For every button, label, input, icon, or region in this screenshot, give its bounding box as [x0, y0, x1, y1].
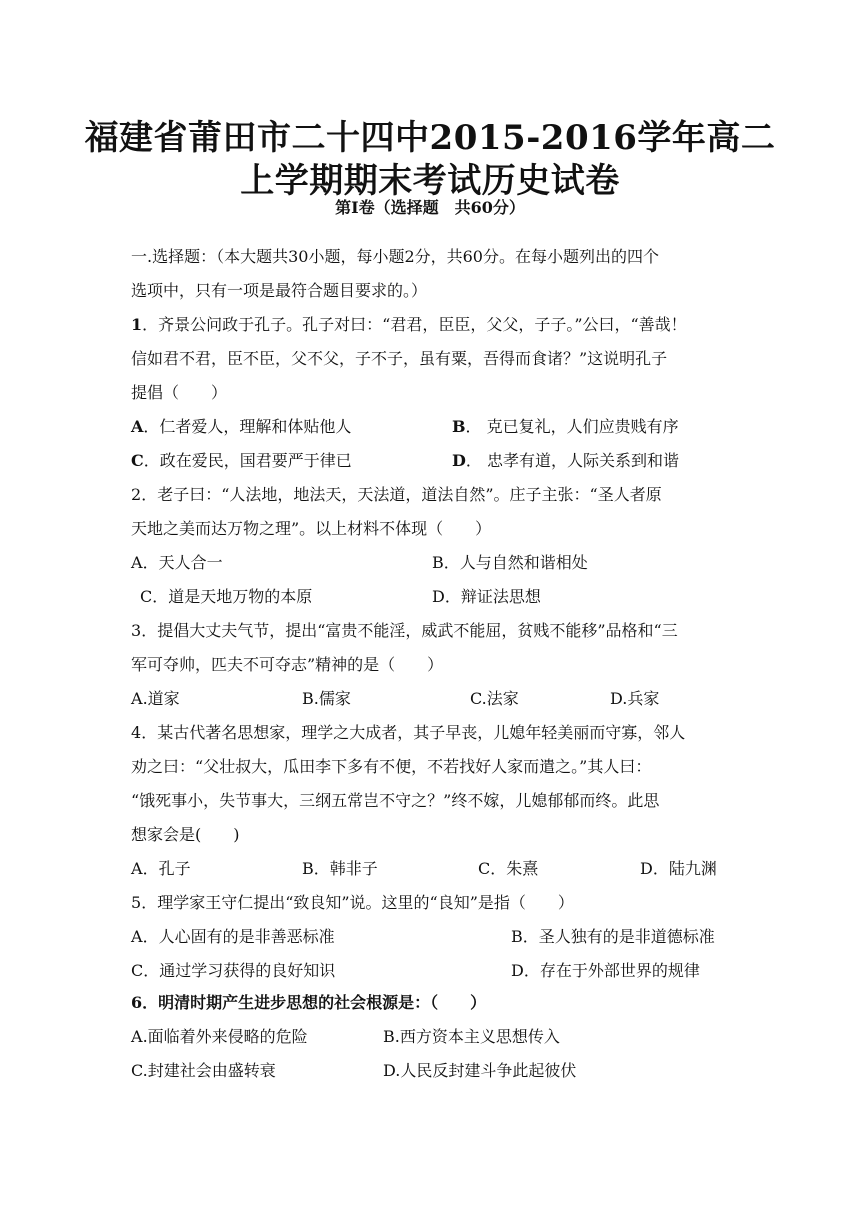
exam-title-line2: 上学期期末考试历史试卷 [240, 161, 620, 201]
question-1-option-d: D． 忠孝有道，人际关系到和谐 [452, 451, 679, 470]
question-6-option-b: B.西方资本主义思想传入 [383, 1027, 560, 1046]
section-instructions-line2: 选项中，只有一项是最符合题目要求的。） [131, 281, 428, 300]
question-5-option-b: B．圣人独有的是非道德标准 [511, 927, 715, 946]
question-4-option-a: A．孔子 [131, 859, 191, 878]
question-2-line2: 天地之美而达万物之理”。以上材料不体现（ ） [131, 519, 492, 538]
section-subtitle: 第Ⅰ卷（选择题 共60分） [335, 198, 525, 217]
question-number: 3 [131, 621, 142, 640]
question-1-option-b: B． 克已复礼，人们应贵贱有序 [452, 417, 679, 436]
question-5-line1: 5．理学家王守仁提出“致良知”说。这里的“良知”是指（ ） [131, 893, 574, 912]
question-5-option-a: A．人心固有的是非善恶标准 [131, 927, 335, 946]
question-4-option-b: B．韩非子 [302, 859, 378, 878]
exam-title-line1: 福建省莆田市二十四中2015-2016学年高二 [84, 118, 776, 158]
question-4-line3: “饿死事小，失节事大，三纲五常岂不守之？”终不嫁，儿媳郁郁而终。此思 [131, 791, 660, 810]
question-4-option-c: C．朱熹 [478, 859, 539, 878]
question-4-line2: 劝之曰：“父壮叔大，瓜田李下多有不便，不若找好人家而遣之。”其人曰： [131, 757, 652, 776]
question-1-line2: 信如君不君，臣不臣，父不父，子不子，虽有粟，吾得而食诸？”这说明孔子 [131, 349, 668, 368]
question-1-option-c: C．政在爱民，国君要严于律已 [131, 451, 352, 470]
question-3-option-b: B.儒家 [302, 689, 351, 708]
question-2-line1: 2．老子曰：“人法地，地法天，天法道，道法自然”。庄子主张：“圣人者原 [131, 485, 662, 504]
question-3-line1: 3．提倡大丈夫气节，提出“富贵不能淫，威武不能屈，贫贱不能移”品格和“三 [131, 621, 678, 640]
section-instructions-line1: 一.选择题：（本大题共30小题，每小题2分，共60分。在每小题列出的四个 [131, 247, 659, 266]
question-number: 4 [131, 723, 142, 742]
question-5-option-d: D．存在于外部世界的规律 [511, 961, 700, 980]
question-5-option-c: C．通过学习获得的良好知识 [131, 961, 336, 980]
question-3-option-c: C.法家 [470, 689, 519, 708]
question-6-option-a: A.面临着外来侵略的危险 [131, 1027, 308, 1046]
question-3-option-a: A.道家 [131, 689, 180, 708]
question-3-option-d: D.兵家 [610, 689, 660, 708]
question-1-line3: 提倡（ ） [131, 383, 228, 402]
question-4-option-d: D．陆九渊 [640, 859, 717, 878]
question-2-option-c: C．道是天地万物的本原 [140, 587, 313, 606]
question-6-option-c: C.封建社会由盛转衰 [131, 1061, 276, 1080]
question-1-option-a: A．仁者爱人，理解和体贴他人 [131, 417, 352, 436]
question-4-line1: 4．某古代著名思想家，理学之大成者，其子早丧，儿媳年轻美丽而守寡，邻人 [131, 723, 686, 742]
question-2-option-d: D．辩证法思想 [432, 587, 541, 606]
question-3-line2: 军可夺帅，匹夫不可夺志”精神的是（ ） [131, 655, 444, 674]
question-6-option-d: D.人民反封建斗争此起彼伏 [383, 1061, 577, 1080]
question-number: 6 [131, 993, 143, 1012]
question-2-option-a: A．天人合一 [131, 553, 223, 572]
question-4-line4: 想家会是( ) [131, 825, 240, 844]
question-number: 2 [131, 485, 142, 504]
question-number: 5 [131, 893, 142, 912]
question-2-option-b: B．人与自然和谐相处 [432, 553, 588, 572]
question-6-line1: 6．明清时期产生进步思想的社会根源是：（ ） [131, 993, 487, 1012]
question-number: 1 [131, 315, 143, 334]
question-1-line1: 1．齐景公问政于孔子。孔子对曰：“君君，臣臣，父父，子子。”公曰，“善哉！ [131, 315, 687, 334]
